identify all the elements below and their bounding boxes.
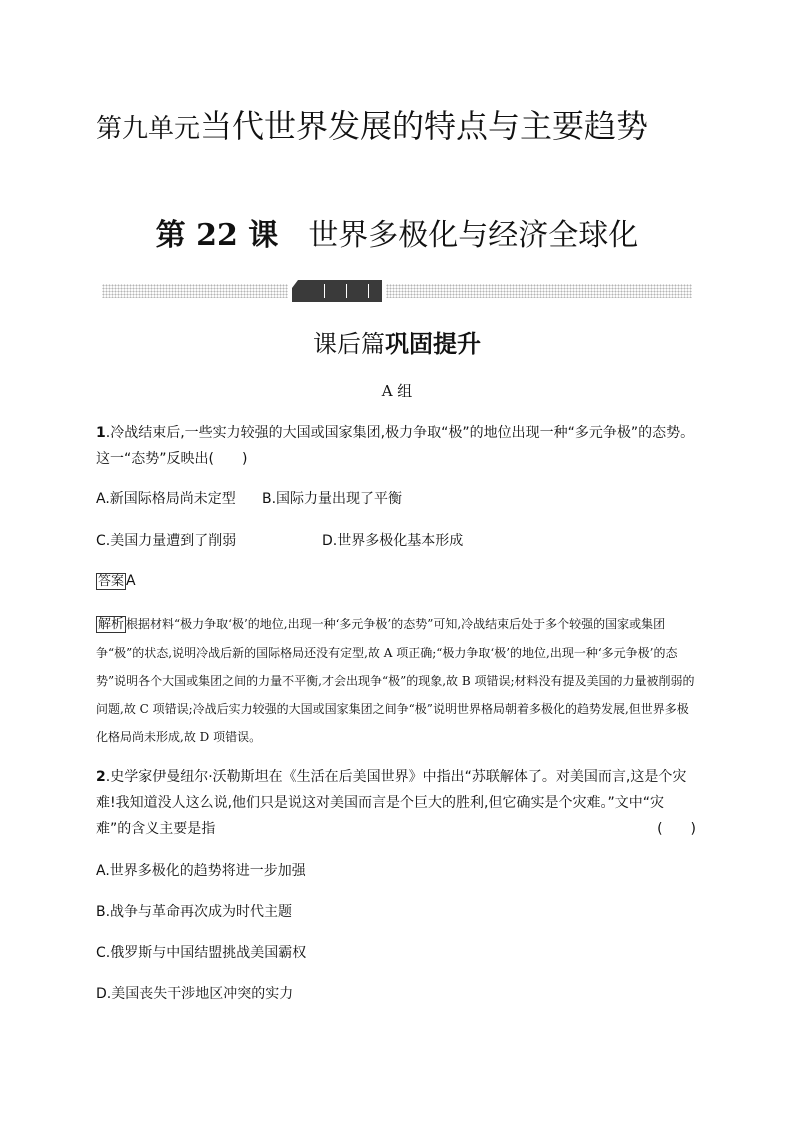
unit-prefix: 第九单元: [96, 114, 201, 144]
section-title-plain: 课后篇: [313, 330, 385, 358]
question-1-stem: [96, 420, 696, 472]
question-1-text: .冷战结束后,一些实力较强的大国或国家集团,极力争取“极”的地位出现一种“多元争极”的态势。这一“态势”反映出( ): [96, 425, 695, 467]
dotted-band-right: [386, 284, 692, 298]
analysis-label: 解析: [98, 617, 125, 632]
analysis-text: 根据材料“极力争取‘极’的地位,出现一种‘多元争极’的态势”可知,冷战结束后处于多个较强的国家或集团争“极”的状态,说明冷战后新的国际格局还没有定型,故 A 项正确;“极力争取‘极’的地位,出现一种‘多元争极’的态势”说明各个大国或集团之间的力量不平衡,才会出现争“极”的现象,故 B 项错误;材料没有提及美国的力量被削弱的问题,故 C 项错误;冷战后实力较强的大国或国家集团之间争“极”说明世界格局朝着多极化的趋势发展,但世界多极化格局尚未形成,故 D 项错误。: [96, 617, 695, 744]
unit-title: [96, 104, 696, 154]
section-divider-banner: [102, 280, 692, 302]
answer-value: A: [126, 573, 136, 589]
divider-tab: [292, 280, 382, 302]
question-2-option-c: C.俄罗斯与中国结盟挑战美国霸权: [96, 945, 307, 961]
question-2-number: 2: [96, 769, 106, 785]
section-title: [0, 324, 794, 359]
group-label: A 组: [381, 382, 413, 400]
answer-label: 答案: [98, 574, 125, 589]
question-1-option-a: A.新国际格局尚未定型: [96, 491, 236, 507]
question-1-answer: [96, 568, 696, 595]
question-2-option-b: B.战争与革命再次成为时代主题: [96, 904, 293, 920]
lesson-name: 世界多极化与经济全球化: [308, 218, 639, 253]
unit-main-title: 当代世界发展的特点与主要趋势: [200, 107, 649, 145]
question-1-option-c: C.美国力量遭到了削弱: [96, 533, 237, 549]
question-2-stem: [96, 764, 696, 842]
dotted-band-left: [102, 284, 288, 298]
section-title-bold: 巩固提升: [385, 330, 481, 358]
question-1-option-b: B.国际力量出现了平衡: [262, 491, 403, 507]
question-2-text: .史学家伊曼纽尔·沃勒斯坦在《生活在后美国世界》中指出“苏联解体了。对美国而言,这是个灾难!我知道没人这么说,他们只是说这对美国而言是个巨大的胜利,但它确实是个灾难。”文中“灾难”的含义主要是指: [96, 769, 687, 837]
question-1-analysis: [96, 610, 696, 751]
question-2-option-a: A.世界多极化的趋势将进一步加强: [96, 863, 306, 879]
lesson-number: 第 22 课: [155, 218, 279, 253]
question-2-blank: ( ): [657, 821, 696, 837]
question-2-option-d: D.美国丧失干涉地区冲突的实力: [96, 986, 294, 1002]
question-1-number: 1: [96, 425, 106, 441]
lesson-title: [0, 210, 794, 254]
question-1-option-d: D.世界多极化基本形成: [322, 533, 464, 549]
